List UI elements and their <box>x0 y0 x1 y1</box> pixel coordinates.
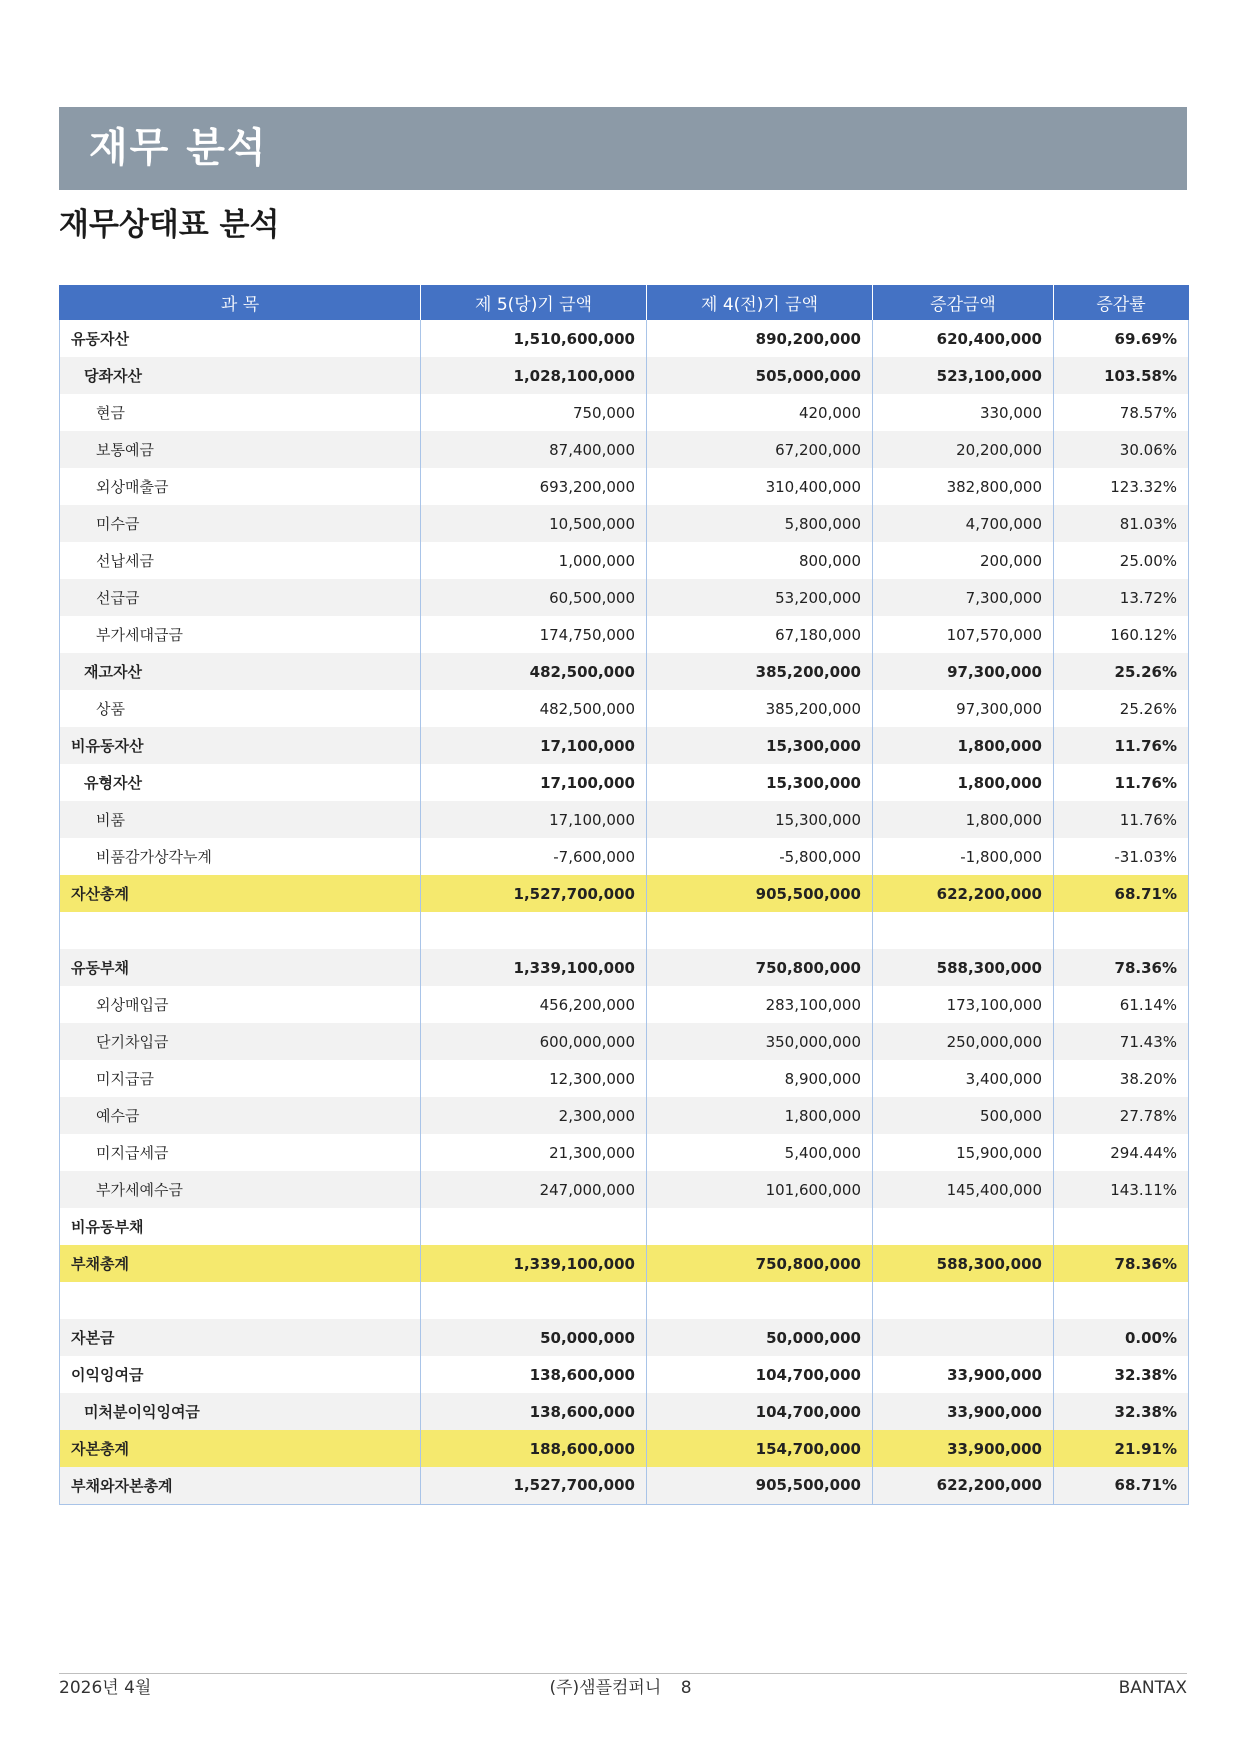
table-row <box>60 1319 1189 1356</box>
cell-change-amount: 1,800,000 <box>873 727 1054 764</box>
cell-current-period: 247,000,000 <box>421 1171 647 1208</box>
cell-account: 유동부채 <box>60 949 421 986</box>
cell-current-period: 12,300,000 <box>421 1060 647 1097</box>
cell-account: 선납세금 <box>60 542 421 579</box>
cell-account: 보통예금 <box>60 431 421 468</box>
cell-account: 자산총계 <box>60 875 421 912</box>
table-row <box>60 764 1189 801</box>
cell-change-amount: 4,700,000 <box>873 505 1054 542</box>
cell-current-period: 10,500,000 <box>421 505 647 542</box>
cell-account: 비유동자산 <box>60 727 421 764</box>
table-row <box>60 579 1189 616</box>
cell-change-amount: 1,800,000 <box>873 764 1054 801</box>
cell-account: 현금 <box>60 394 421 431</box>
cell-change-amount: 33,900,000 <box>873 1393 1054 1430</box>
cell-current-period: 50,000,000 <box>421 1319 647 1356</box>
cell-account: 이익잉여금 <box>60 1356 421 1393</box>
table-row <box>60 320 1189 357</box>
table-row <box>60 1208 1189 1245</box>
cell-account: 외상매입금 <box>60 986 421 1023</box>
cell-previous-period: 905,500,000 <box>647 1467 873 1504</box>
cell-previous-period <box>647 1208 873 1245</box>
cell-previous-period: 385,200,000 <box>647 653 873 690</box>
cell-current-period: 188,600,000 <box>421 1430 647 1467</box>
table-row <box>60 986 1189 1023</box>
cell-change-amount: 620,400,000 <box>873 320 1054 357</box>
cell-previous-period: 67,200,000 <box>647 431 873 468</box>
cell-account: 비품 <box>60 801 421 838</box>
cell-account: 부채와자본총계 <box>60 1467 421 1504</box>
table-row <box>60 727 1189 764</box>
table-row <box>60 949 1189 986</box>
table-row <box>60 912 1189 949</box>
cell-account: 미지급세금 <box>60 1134 421 1171</box>
cell-previous-period: 750,800,000 <box>647 1245 873 1282</box>
cell-change-amount: 588,300,000 <box>873 949 1054 986</box>
cell-change-amount: 1,800,000 <box>873 801 1054 838</box>
table-row <box>60 431 1189 468</box>
cell-previous-period: 800,000 <box>647 542 873 579</box>
cell-change-rate: 25.00% <box>1054 542 1189 579</box>
table-row <box>60 690 1189 727</box>
cell-account: 미지급금 <box>60 1060 421 1097</box>
cell-account: 단기차입금 <box>60 1023 421 1060</box>
footer-center <box>0 1676 1241 1700</box>
header-account: 과 목 <box>60 285 421 320</box>
table-row <box>60 1097 1189 1134</box>
cell-change-rate: 294.44% <box>1054 1134 1189 1171</box>
cell-account: 자본금 <box>60 1319 421 1356</box>
cell-previous-period: 67,180,000 <box>647 616 873 653</box>
footer-date: 2026년 4월 <box>59 1678 152 1698</box>
cell-change-amount: 33,900,000 <box>873 1356 1054 1393</box>
cell-current-period: 1,339,100,000 <box>421 949 647 986</box>
cell-change-rate: 11.76% <box>1054 764 1189 801</box>
cell-previous-period: 15,300,000 <box>647 801 873 838</box>
cell-previous-period: 750,800,000 <box>647 949 873 986</box>
cell-change-amount: -1,800,000 <box>873 838 1054 875</box>
cell-account: 비유동부채 <box>60 1208 421 1245</box>
cell-current-period: 693,200,000 <box>421 468 647 505</box>
table-row <box>60 468 1189 505</box>
cell-change-rate: 27.78% <box>1054 1097 1189 1134</box>
table-row <box>60 1023 1189 1060</box>
cell-current-period: 138,600,000 <box>421 1393 647 1430</box>
cell-change-amount: 33,900,000 <box>873 1430 1054 1467</box>
cell-previous-period: 505,000,000 <box>647 357 873 394</box>
cell-account: 부가세예수금 <box>60 1171 421 1208</box>
cell-change-rate: 71.43% <box>1054 1023 1189 1060</box>
footer-brand: BANTAX <box>1118 1678 1187 1698</box>
cell-account: 상품 <box>60 690 421 727</box>
cell-change-rate: -31.03% <box>1054 838 1189 875</box>
cell-previous-period: -5,800,000 <box>647 838 873 875</box>
cell-current-period: 482,500,000 <box>421 653 647 690</box>
cell-current-period: 17,100,000 <box>421 727 647 764</box>
cell-current-period: -7,600,000 <box>421 838 647 875</box>
cell-current-period: 1,527,700,000 <box>421 875 647 912</box>
cell-change-rate: 0.00% <box>1054 1319 1189 1356</box>
cell-change-amount: 382,800,000 <box>873 468 1054 505</box>
cell-previous-period: 310,400,000 <box>647 468 873 505</box>
cell-current-period <box>421 1282 647 1319</box>
cell-account: 외상매출금 <box>60 468 421 505</box>
cell-change-rate: 38.20% <box>1054 1060 1189 1097</box>
cell-account: 부채총계 <box>60 1245 421 1282</box>
cell-change-amount: 588,300,000 <box>873 1245 1054 1282</box>
table-row <box>60 1356 1189 1393</box>
cell-previous-period <box>647 912 873 949</box>
cell-change-amount: 97,300,000 <box>873 690 1054 727</box>
cell-change-rate: 21.91% <box>1054 1430 1189 1467</box>
cell-change-rate: 78.36% <box>1054 949 1189 986</box>
table-body <box>60 320 1189 1504</box>
cell-change-amount: 20,200,000 <box>873 431 1054 468</box>
cell-change-amount <box>873 1319 1054 1356</box>
cell-change-rate: 81.03% <box>1054 505 1189 542</box>
table-row <box>60 1060 1189 1097</box>
cell-change-amount: 500,000 <box>873 1097 1054 1134</box>
balance-sheet-table <box>59 285 1189 1505</box>
cell-change-amount: 173,100,000 <box>873 986 1054 1023</box>
cell-previous-period: 104,700,000 <box>647 1356 873 1393</box>
cell-change-amount: 200,000 <box>873 542 1054 579</box>
cell-account <box>60 1282 421 1319</box>
cell-account: 미처분이익잉여금 <box>60 1393 421 1430</box>
title-banner <box>59 107 1187 190</box>
cell-current-period: 17,100,000 <box>421 764 647 801</box>
cell-account: 부가세대급금 <box>60 616 421 653</box>
table-row <box>60 1171 1189 1208</box>
cell-change-rate: 103.58% <box>1054 357 1189 394</box>
cell-account: 당좌자산 <box>60 357 421 394</box>
cell-previous-period: 104,700,000 <box>647 1393 873 1430</box>
cell-change-amount: 107,570,000 <box>873 616 1054 653</box>
header-previous-period: 제 4(전)기 금액 <box>647 285 873 320</box>
total-row <box>60 1245 1189 1282</box>
table-row <box>60 505 1189 542</box>
cell-change-rate: 68.71% <box>1054 1467 1189 1504</box>
table-row <box>60 616 1189 653</box>
cell-change-rate: 25.26% <box>1054 690 1189 727</box>
cell-change-amount: 145,400,000 <box>873 1171 1054 1208</box>
cell-account: 비품감가상각누계 <box>60 838 421 875</box>
cell-change-rate: 32.38% <box>1054 1356 1189 1393</box>
cell-change-amount <box>873 1282 1054 1319</box>
cell-change-rate: 32.38% <box>1054 1393 1189 1430</box>
cell-previous-period: 385,200,000 <box>647 690 873 727</box>
section-title: 재무상태표 분석 <box>59 207 280 243</box>
cell-current-period: 1,339,100,000 <box>421 1245 647 1282</box>
page-title: 재무 분석 <box>89 125 268 171</box>
cell-previous-period: 15,300,000 <box>647 764 873 801</box>
cell-current-period: 482,500,000 <box>421 690 647 727</box>
footer-company: (주)샘플컴퍼니 <box>549 1678 662 1698</box>
cell-account: 유형자산 <box>60 764 421 801</box>
cell-change-rate <box>1054 912 1189 949</box>
cell-change-rate <box>1054 1282 1189 1319</box>
cell-previous-period: 5,400,000 <box>647 1134 873 1171</box>
cell-previous-period: 890,200,000 <box>647 320 873 357</box>
cell-previous-period: 5,800,000 <box>647 505 873 542</box>
cell-previous-period: 350,000,000 <box>647 1023 873 1060</box>
cell-change-rate: 78.36% <box>1054 1245 1189 1282</box>
cell-change-amount <box>873 1208 1054 1245</box>
cell-change-rate: 25.26% <box>1054 653 1189 690</box>
cell-change-rate: 160.12% <box>1054 616 1189 653</box>
cell-change-rate: 68.71% <box>1054 875 1189 912</box>
cell-current-period: 2,300,000 <box>421 1097 647 1134</box>
cell-previous-period: 15,300,000 <box>647 727 873 764</box>
table-row <box>60 653 1189 690</box>
footer-divider <box>59 1673 1187 1674</box>
cell-current-period: 456,200,000 <box>421 986 647 1023</box>
cell-change-rate: 11.76% <box>1054 801 1189 838</box>
cell-account <box>60 912 421 949</box>
cell-change-rate <box>1054 1208 1189 1245</box>
cell-previous-period <box>647 1282 873 1319</box>
cell-current-period: 174,750,000 <box>421 616 647 653</box>
cell-change-rate: 123.32% <box>1054 468 1189 505</box>
cell-change-rate: 78.57% <box>1054 394 1189 431</box>
cell-change-amount: 3,400,000 <box>873 1060 1054 1097</box>
table-row <box>60 1467 1189 1504</box>
header-change-rate: 증감률 <box>1054 285 1189 320</box>
cell-change-amount: 7,300,000 <box>873 579 1054 616</box>
table-row <box>60 394 1189 431</box>
cell-change-amount: 15,900,000 <box>873 1134 1054 1171</box>
table-row <box>60 1134 1189 1171</box>
cell-change-rate: 143.11% <box>1054 1171 1189 1208</box>
table-row <box>60 357 1189 394</box>
cell-previous-period: 53,200,000 <box>647 579 873 616</box>
cell-account: 유동자산 <box>60 320 421 357</box>
cell-previous-period: 905,500,000 <box>647 875 873 912</box>
cell-change-amount: 330,000 <box>873 394 1054 431</box>
cell-change-rate: 30.06% <box>1054 431 1189 468</box>
cell-change-amount: 622,200,000 <box>873 875 1054 912</box>
cell-current-period: 1,000,000 <box>421 542 647 579</box>
cell-current-period: 87,400,000 <box>421 431 647 468</box>
cell-current-period: 60,500,000 <box>421 579 647 616</box>
cell-change-rate: 11.76% <box>1054 727 1189 764</box>
cell-previous-period: 101,600,000 <box>647 1171 873 1208</box>
cell-current-period: 1,527,700,000 <box>421 1467 647 1504</box>
cell-previous-period: 50,000,000 <box>647 1319 873 1356</box>
cell-current-period <box>421 1208 647 1245</box>
total-row <box>60 875 1189 912</box>
cell-current-period: 1,028,100,000 <box>421 357 647 394</box>
cell-change-amount: 250,000,000 <box>873 1023 1054 1060</box>
cell-current-period: 138,600,000 <box>421 1356 647 1393</box>
table-row <box>60 1393 1189 1430</box>
cell-previous-period: 283,100,000 <box>647 986 873 1023</box>
cell-previous-period: 154,700,000 <box>647 1430 873 1467</box>
cell-current-period: 600,000,000 <box>421 1023 647 1060</box>
cell-account: 예수금 <box>60 1097 421 1134</box>
table-header-row <box>60 285 1189 320</box>
cell-previous-period: 1,800,000 <box>647 1097 873 1134</box>
cell-previous-period: 8,900,000 <box>647 1060 873 1097</box>
cell-account: 재고자산 <box>60 653 421 690</box>
cell-current-period: 750,000 <box>421 394 647 431</box>
cell-current-period: 17,100,000 <box>421 801 647 838</box>
header-current-period: 제 5(당)기 금액 <box>421 285 647 320</box>
cell-change-rate: 61.14% <box>1054 986 1189 1023</box>
cell-current-period: 1,510,600,000 <box>421 320 647 357</box>
cell-change-amount <box>873 912 1054 949</box>
table-row <box>60 542 1189 579</box>
cell-change-rate: 69.69% <box>1054 320 1189 357</box>
cell-previous-period: 420,000 <box>647 394 873 431</box>
cell-account: 미수금 <box>60 505 421 542</box>
table-row <box>60 801 1189 838</box>
cell-change-amount: 97,300,000 <box>873 653 1054 690</box>
cell-change-amount: 622,200,000 <box>873 1467 1054 1504</box>
cell-current-period: 21,300,000 <box>421 1134 647 1171</box>
header-change-amount: 증감금액 <box>873 285 1054 320</box>
cell-current-period <box>421 912 647 949</box>
table-row <box>60 838 1189 875</box>
footer-page-number: 8 <box>680 1678 692 1698</box>
cell-change-rate: 13.72% <box>1054 579 1189 616</box>
total-row <box>60 1430 1189 1467</box>
cell-account: 자본총계 <box>60 1430 421 1467</box>
table-row <box>60 1282 1189 1319</box>
cell-change-amount: 523,100,000 <box>873 357 1054 394</box>
cell-account: 선급금 <box>60 579 421 616</box>
